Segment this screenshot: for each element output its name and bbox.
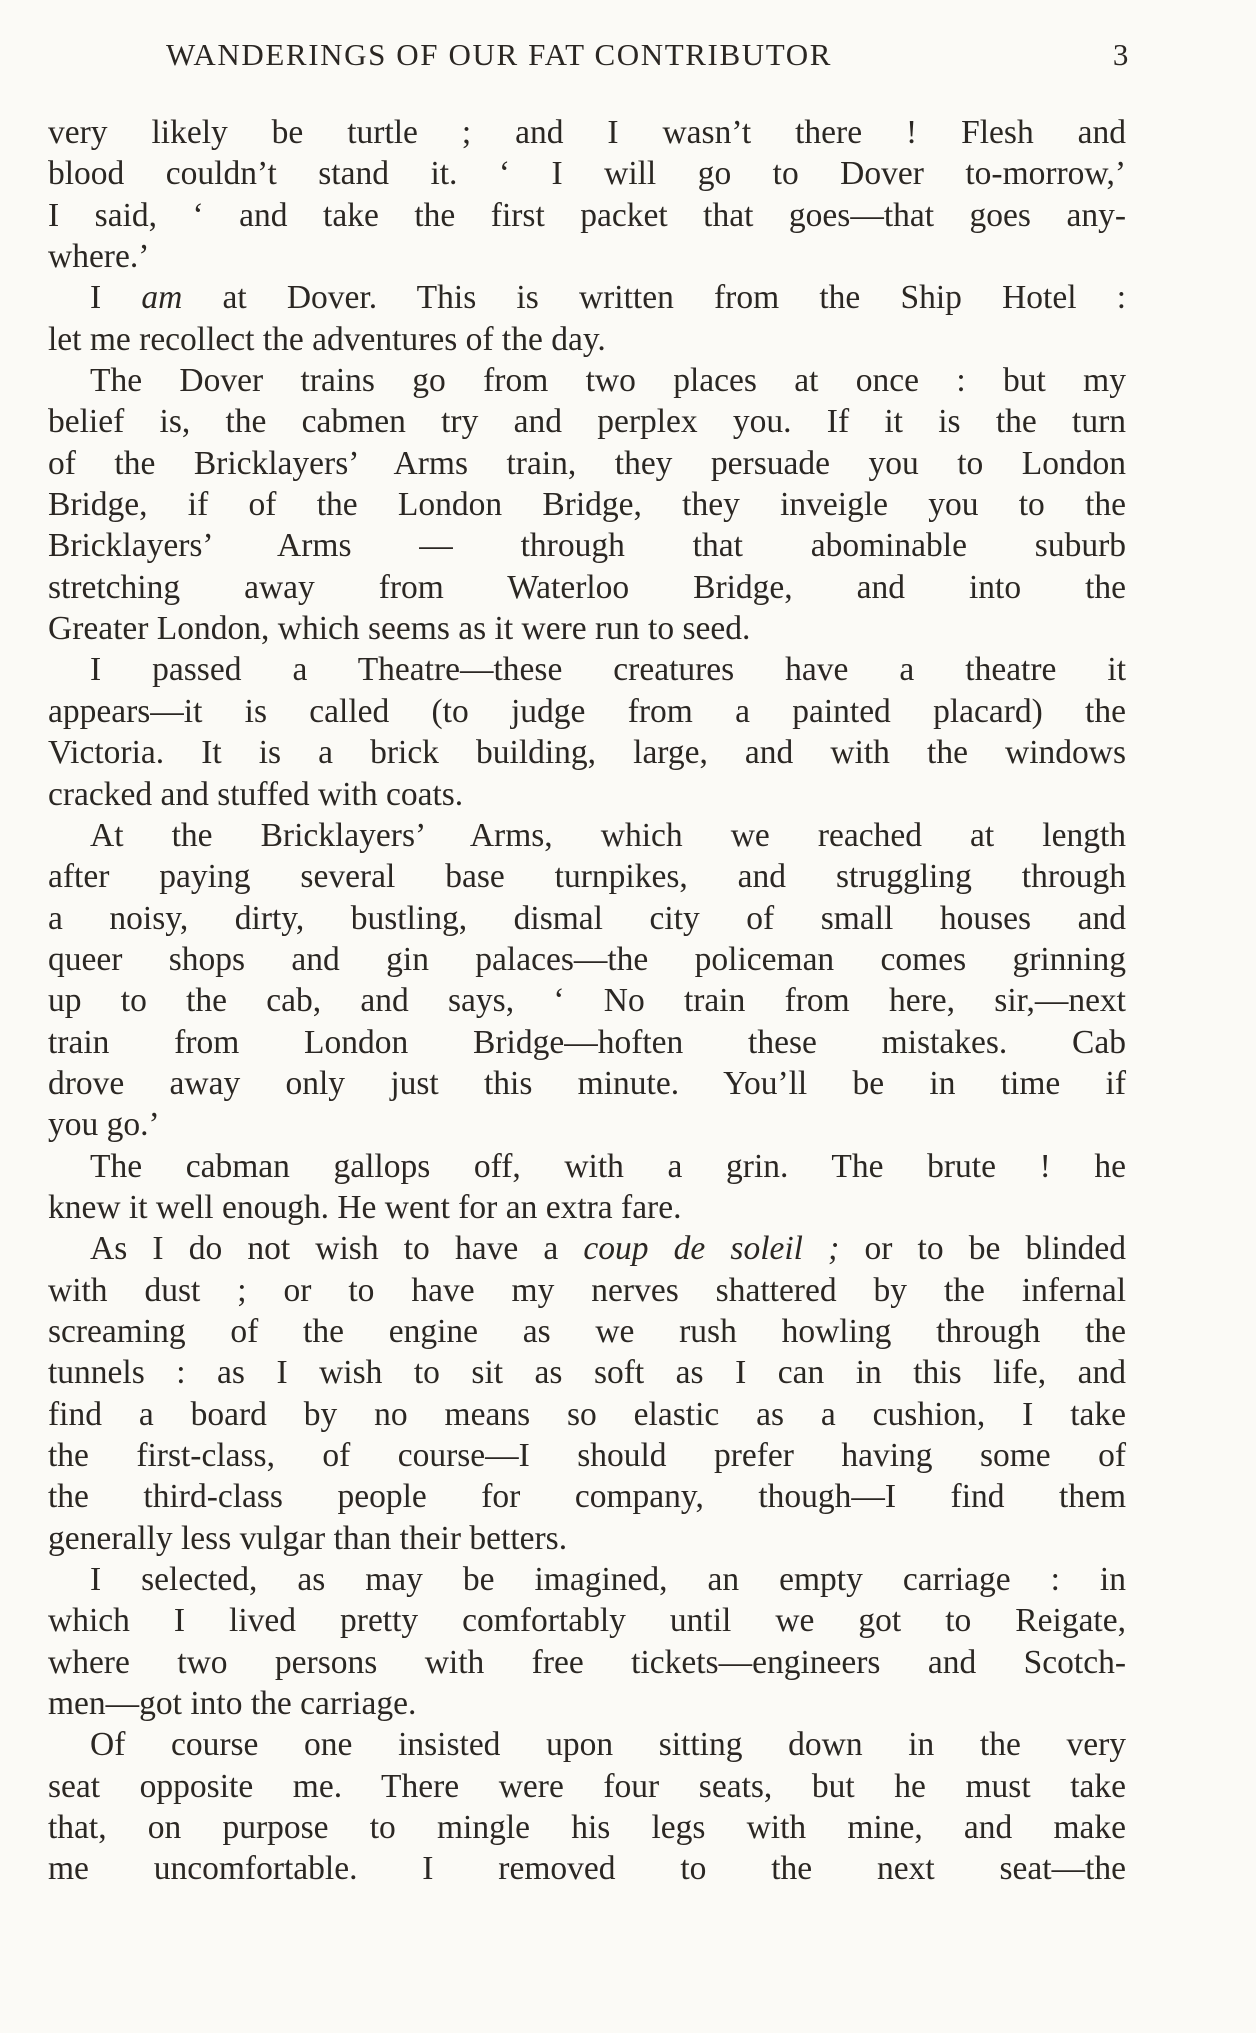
paragraph: [48, 815, 1126, 1146]
text-line: I selected, as may be imagined, an empty carriage : in: [90, 1561, 1126, 1599]
text-line: the first-class, of course—I should prefer having some of: [48, 1437, 1126, 1474]
text-line: where two persons with free tickets—engineers and Scotch-: [48, 1643, 1126, 1681]
paragraph: [48, 1228, 1126, 1559]
paragraph: [48, 112, 1126, 277]
text-line: you go.’: [48, 1106, 160, 1144]
text-line: The cabman gallops off, with a grin. The brute ! he: [90, 1147, 1126, 1185]
text-line: let me recollect the adventures of the day.: [48, 320, 606, 358]
text-line: which I lived pretty comfortably until we got to Reigate,: [48, 1602, 1126, 1640]
text-line: generally less vulgar than their betters.: [48, 1519, 568, 1557]
text-line: where.’: [48, 238, 150, 276]
paragraph: [48, 1559, 1126, 1724]
paragraph: [48, 1146, 1126, 1229]
text-run: at Dover. This is written from the Ship Hotel :: [182, 279, 1126, 317]
body-text: [48, 112, 1126, 1890]
text-line: men—got into the carriage.: [48, 1685, 417, 1723]
paragraph: [48, 277, 1126, 360]
text-line: blood couldn’t stand it. ‘ I will go to Dover to-morrow,’: [48, 155, 1126, 193]
text-line: appears—it is called (to judge from a painted placard) the: [48, 692, 1126, 730]
text-line: I said, ‘ and take the first packet that goes—that goes any-: [48, 196, 1126, 234]
text-line: the third-class people for company, though—I find them: [48, 1478, 1126, 1516]
text-line: very likely be turtle ; and I wasn’t there ! Flesh and: [48, 114, 1126, 151]
text-line: I passed a Theatre—these creatures have a theatre it: [90, 651, 1126, 689]
text-line: after paying several base turnpikes, and struggling through: [48, 858, 1126, 896]
text-run: or to be blinded: [839, 1230, 1126, 1268]
text-line: Bridge, if of the London Bridge, they inveigle you to the: [48, 486, 1126, 524]
text-line: up to the cab, and says, ‘ No train from here, sir,—next: [48, 982, 1126, 1020]
text-line: [48, 1228, 1126, 1269]
text-line: train from London Bridge—hoften these mistakes. Cab: [48, 1023, 1126, 1061]
text-line: Victoria. It is a brick building, large, and with the windows: [48, 734, 1126, 772]
paragraph: [48, 1724, 1126, 1889]
italic-text: coup de soleil ;: [583, 1230, 840, 1268]
text-line: that, on purpose to mingle his legs with mine, and make: [48, 1809, 1126, 1847]
text-line: stretching away from Waterloo Bridge, and into the: [48, 568, 1126, 606]
text-line: me uncomfortable. I removed to the next seat—the: [48, 1850, 1126, 1888]
text-line: Bricklayers’ Arms — through that abominable suburb: [48, 527, 1126, 565]
paragraph: [48, 649, 1126, 814]
italic-text: am: [141, 279, 183, 317]
running-title: WANDERINGS OF OUR FAT CONTRIBUTOR: [166, 37, 832, 72]
paragraph: [48, 360, 1126, 649]
text-line: [48, 277, 1126, 318]
text-line: find a board by no means so elastic as a cushion, I take: [48, 1395, 1126, 1433]
text-line: cracked and stuffed with coats.: [48, 775, 464, 813]
text-line: queer shops and gin palaces—the policeman comes grinning: [48, 940, 1126, 978]
text-line: with dust ; or to have my nerves shattered by the infernal: [48, 1271, 1126, 1309]
running-head: [48, 32, 1130, 78]
text-line: tunnels : as I wish to sit as soft as I can in this life, and: [48, 1354, 1126, 1392]
text-line: of the Bricklayers’ Arms train, they persuade you to London: [48, 444, 1126, 482]
text-run: As I do not wish to have a: [90, 1230, 584, 1268]
text-line: seat opposite me. There were four seats, but he must take: [48, 1767, 1126, 1805]
text-line: knew it well enough. He went for an extra fare.: [48, 1188, 682, 1226]
text-line: a noisy, dirty, bustling, dismal city of small houses and: [48, 899, 1126, 937]
page-number: 3: [1112, 37, 1130, 72]
text-line: Of course one insisted upon sitting down in the very: [90, 1726, 1126, 1764]
text-line: drove away only just this minute. You’ll be in time if: [48, 1064, 1126, 1102]
text-line: At the Bricklayers’ Arms, which we reached at length: [90, 816, 1126, 854]
text-line: belief is, the cabmen try and perplex you. If it is the turn: [48, 403, 1126, 441]
text-line: The Dover trains go from two places at once : but my: [90, 362, 1126, 400]
text-line: screaming of the engine as we rush howling through the: [48, 1312, 1126, 1350]
text-line: Greater London, which seems as it were run to seed.: [48, 610, 751, 648]
text-run: I: [90, 279, 142, 317]
